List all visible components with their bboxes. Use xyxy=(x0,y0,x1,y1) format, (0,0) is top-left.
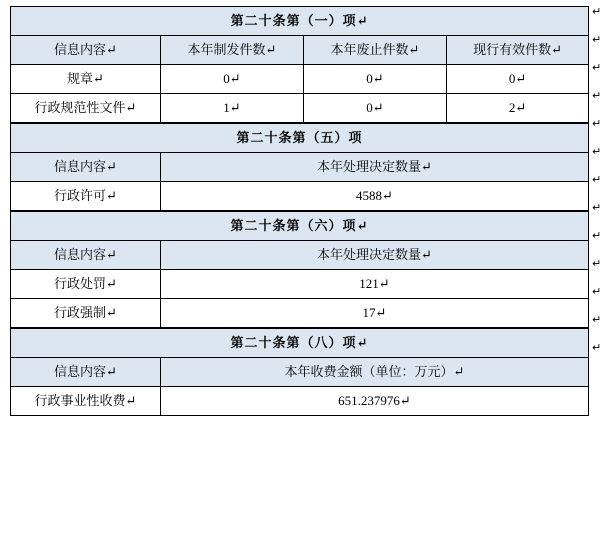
paragraph-mark: ↵ xyxy=(592,89,602,102)
margin-paragraph-marks xyxy=(592,6,604,353)
row-label: 行政规范性文件↵ xyxy=(11,94,161,123)
table-section-4 xyxy=(10,328,589,416)
cell-value: 4588↵ xyxy=(161,182,589,211)
table-section-3 xyxy=(10,211,589,328)
cell-value: 651.237976↵ xyxy=(161,387,589,416)
column-header: 本年处理决定数量↵ xyxy=(161,153,589,182)
table-section-2 xyxy=(10,123,589,211)
row-label: 规章↵ xyxy=(11,65,161,94)
table-row xyxy=(11,299,589,328)
document-body xyxy=(10,6,588,416)
paragraph-mark: ↵ xyxy=(592,173,602,186)
column-header: 信息内容↵ xyxy=(11,153,161,182)
column-header: 信息内容↵ xyxy=(11,36,161,65)
paragraph-mark: ↵ xyxy=(592,285,602,298)
table-row xyxy=(11,358,589,387)
paragraph-mark: ↵ xyxy=(592,201,602,214)
row-label: 行政许可↵ xyxy=(11,182,161,211)
paragraph-mark: ↵ xyxy=(592,61,602,74)
cell-value: 0↵ xyxy=(161,65,304,94)
table-row xyxy=(11,212,589,241)
cell-value: 2↵ xyxy=(447,94,589,123)
table-row xyxy=(11,329,589,358)
paragraph-mark: ↵ xyxy=(592,117,602,130)
table-section-1 xyxy=(10,6,589,123)
column-header: 信息内容↵ xyxy=(11,358,161,387)
column-header: 现行有效件数↵ xyxy=(447,36,589,65)
table-row xyxy=(11,124,589,153)
cell-value: 1↵ xyxy=(161,94,304,123)
table-row xyxy=(11,94,589,123)
cell-value: 0↵ xyxy=(304,65,447,94)
cell-value: 17↵ xyxy=(161,299,589,328)
cell-value: 0↵ xyxy=(447,65,589,94)
table-row xyxy=(11,36,589,65)
paragraph-mark: ↵ xyxy=(592,229,602,242)
column-header: 本年处理决定数量↵ xyxy=(161,241,589,270)
table-row xyxy=(11,387,589,416)
section-title: 第二十条第（五）项 xyxy=(11,124,589,153)
column-header: 本年废止件数↵ xyxy=(304,36,447,65)
section-title: 第二十条第（一）项↵ xyxy=(11,7,589,36)
paragraph-mark: ↵ xyxy=(592,33,602,46)
row-label: 行政事业性收费↵ xyxy=(11,387,161,416)
table-row xyxy=(11,270,589,299)
column-header: 本年收费金额（单位：万元）↵ xyxy=(161,358,589,387)
section-title: 第二十条第（八）项↵ xyxy=(11,329,589,358)
column-header: 信息内容↵ xyxy=(11,241,161,270)
cell-value: 0↵ xyxy=(304,94,447,123)
paragraph-mark: ↵ xyxy=(592,5,602,18)
paragraph-mark: ↵ xyxy=(592,145,602,158)
section-title: 第二十条第（六）项↵ xyxy=(11,212,589,241)
table-row xyxy=(11,7,589,36)
cell-value: 121↵ xyxy=(161,270,589,299)
paragraph-mark: ↵ xyxy=(592,341,602,354)
table-row xyxy=(11,241,589,270)
row-label: 行政强制↵ xyxy=(11,299,161,328)
table-row xyxy=(11,182,589,211)
paragraph-mark: ↵ xyxy=(592,313,602,326)
column-header: 本年制发件数↵ xyxy=(161,36,304,65)
table-row xyxy=(11,153,589,182)
paragraph-mark: ↵ xyxy=(592,257,602,270)
row-label: 行政处罚↵ xyxy=(11,270,161,299)
table-row xyxy=(11,65,589,94)
